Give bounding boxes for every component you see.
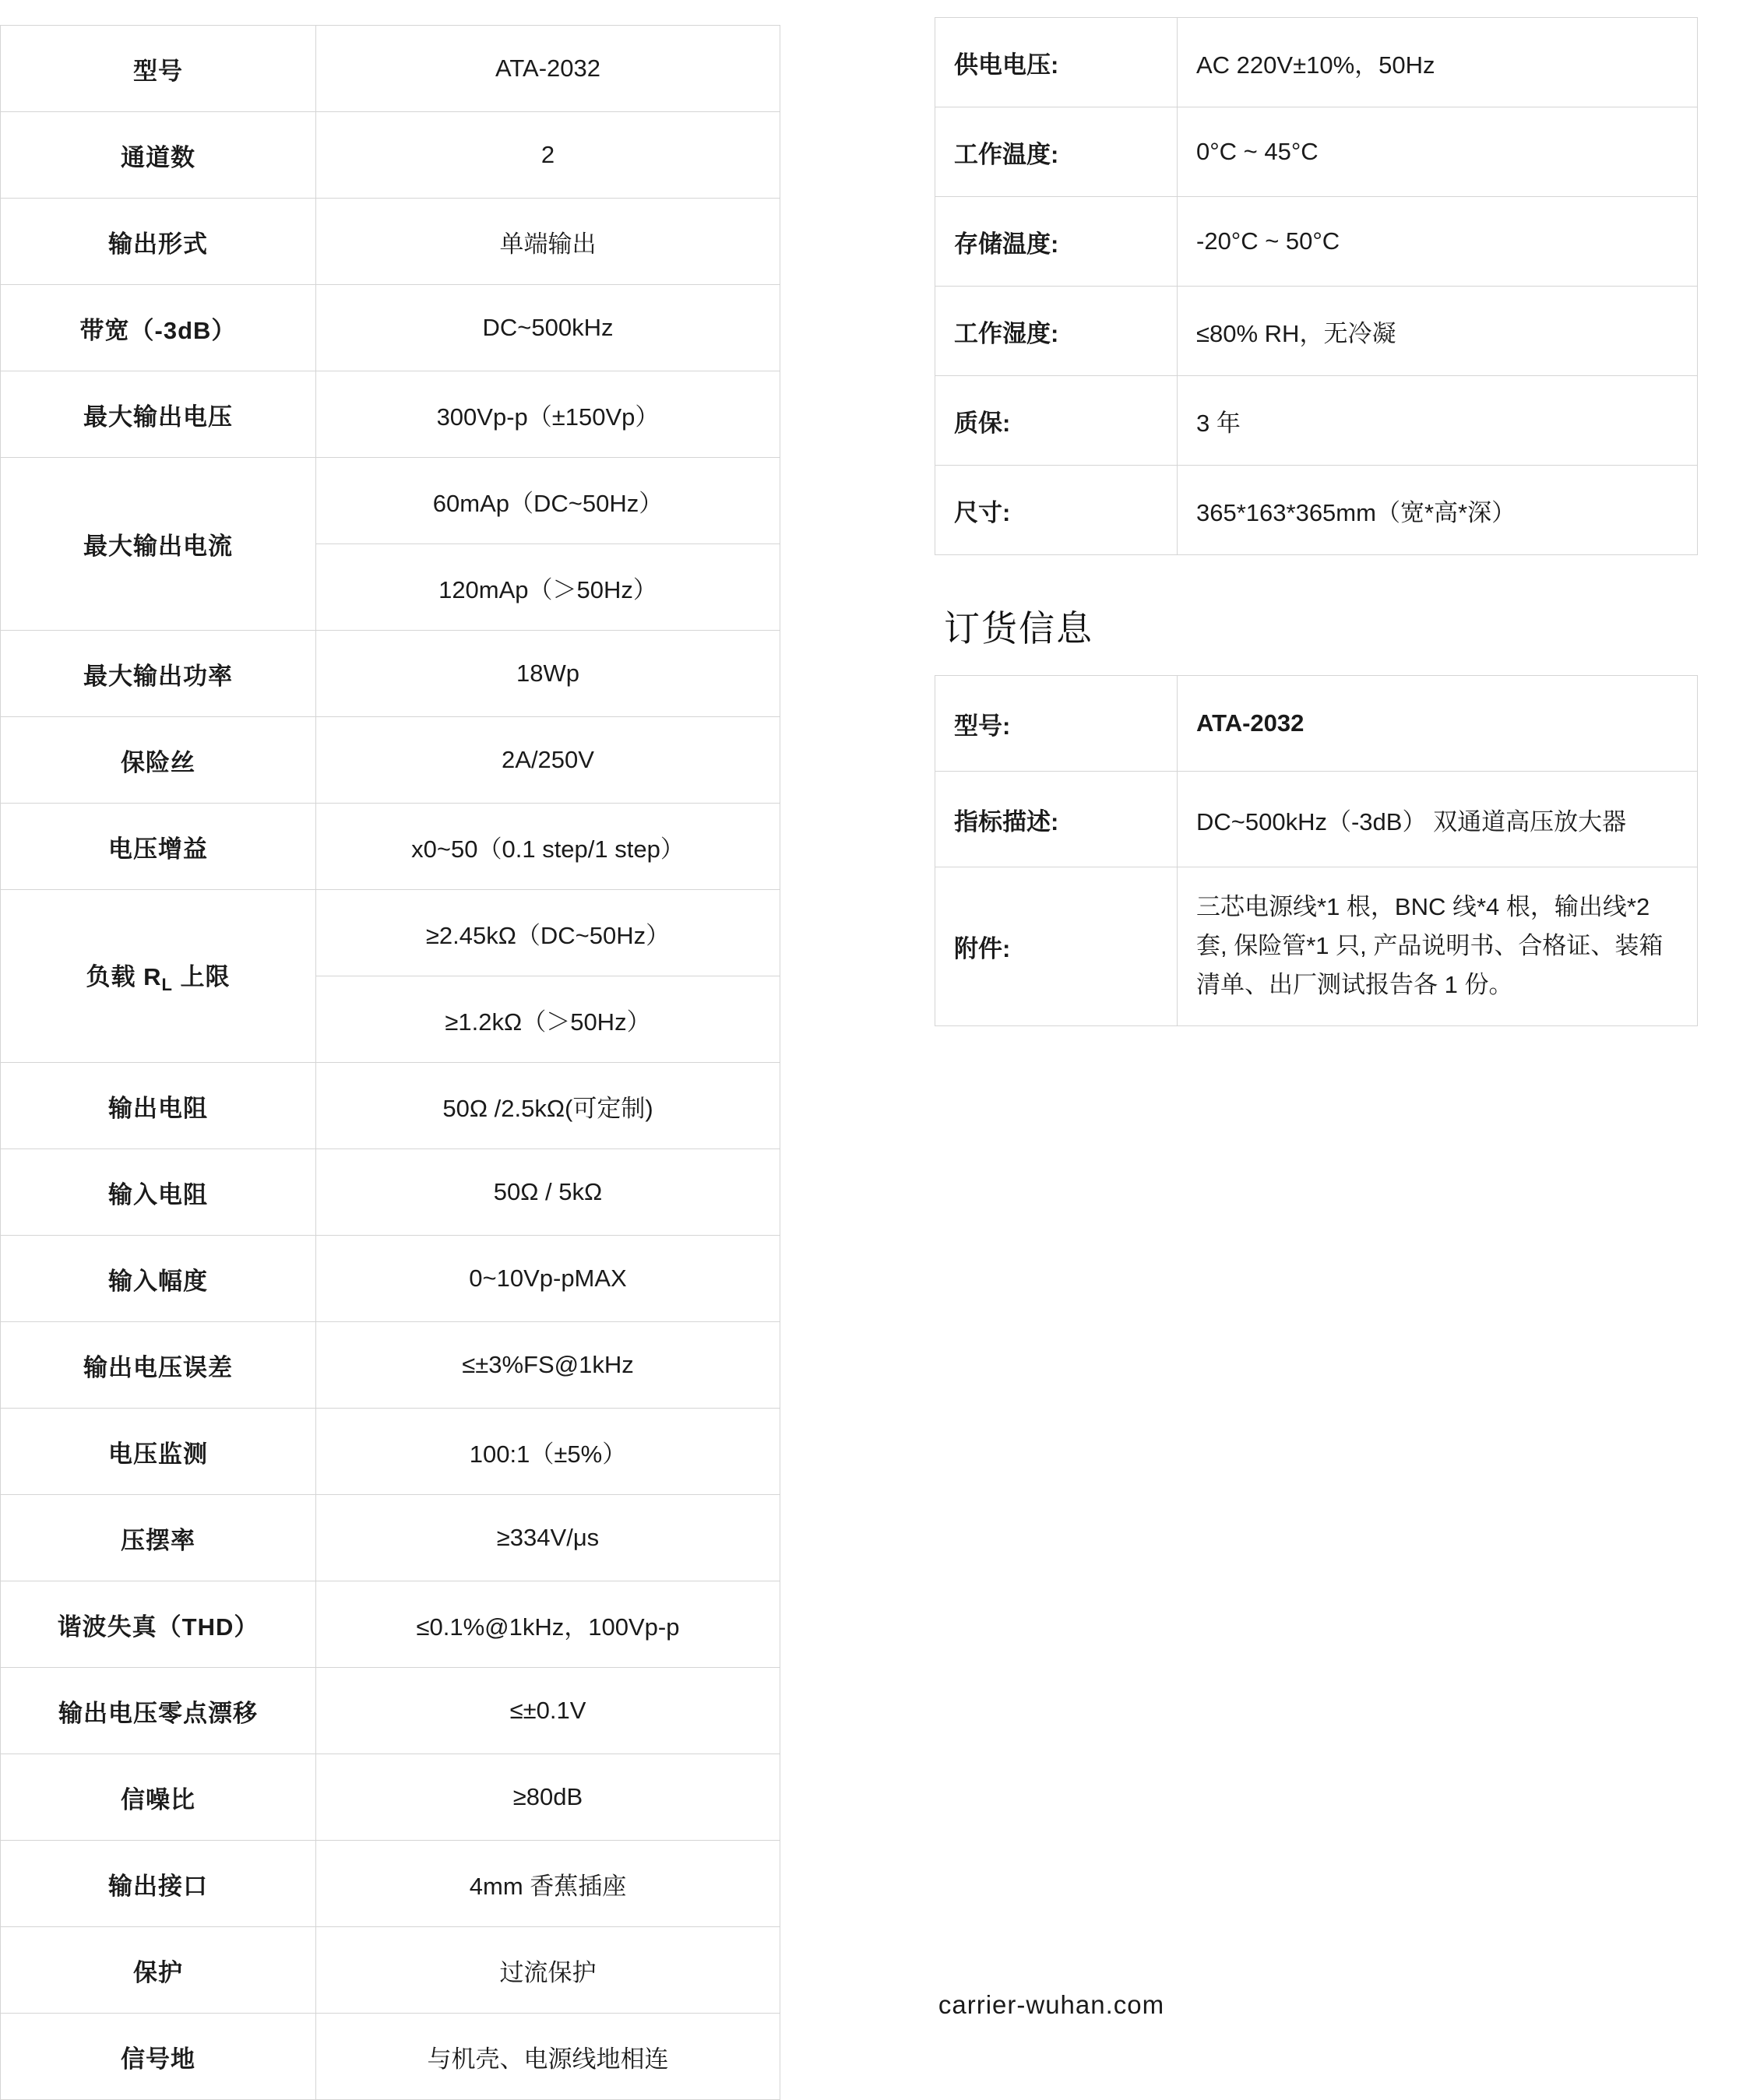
order-info-heading: 订货信息	[944, 608, 1093, 649]
spec-value: 4mm 香蕉插座	[316, 1841, 780, 1927]
spec-label: 输入幅度	[1, 1236, 316, 1322]
spec-value: ATA-2032	[316, 26, 780, 112]
table-row	[1, 1236, 780, 1322]
env-label: 工作温度:	[935, 107, 1178, 197]
spec-label: 负载 $R_L$ 上限	[1, 890, 316, 1063]
spec-value: ≥1.2kΩ（＞50Hz）	[316, 976, 780, 1063]
table-row	[1, 458, 780, 544]
order-label: 型号:	[935, 676, 1178, 772]
spec-label: 最大输出电流	[1, 458, 316, 631]
table-row	[1, 1149, 780, 1236]
spec-value: 2A/250V	[316, 717, 780, 804]
spec-value: 单端输出	[316, 199, 780, 285]
environment-table	[935, 17, 1698, 555]
spec-label: 压摆率	[1, 1495, 316, 1581]
order-info-table	[935, 675, 1698, 1026]
table-row	[1, 1063, 780, 1149]
env-value: -20°C ~ 50°C	[1178, 197, 1698, 287]
table-row	[1, 112, 780, 199]
env-label: 存储温度:	[935, 197, 1178, 287]
table-row	[1, 26, 780, 112]
order-value: DC~500kHz（-3dB） 双通道高压放大器	[1178, 772, 1698, 867]
table-row	[1, 1495, 780, 1581]
spec-label: 输出接口	[1, 1841, 316, 1927]
spec-label: 带宽（-3dB）	[1, 285, 316, 371]
env-value: 365*163*365mm（宽*高*深）	[1178, 466, 1698, 555]
spec-label: 信噪比	[1, 1754, 316, 1841]
order-label: 指标描述:	[935, 772, 1178, 867]
spec-label: 输出电阻	[1, 1063, 316, 1149]
env-label: 质保:	[935, 376, 1178, 466]
env-value: ≤80% RH，无冷凝	[1178, 287, 1698, 376]
spec-value: 50Ω /2.5kΩ(可定制)	[316, 1063, 780, 1149]
spec-value: 60mAp（DC~50Hz）	[316, 458, 780, 544]
footer-website: carrier-wuhan.com	[938, 1990, 1165, 2019]
spec-value: DC~500kHz	[316, 285, 780, 371]
spec-value: 18Wp	[316, 631, 780, 717]
env-value: AC 220V±10%，50Hz	[1178, 18, 1698, 107]
spec-label: 通道数	[1, 112, 316, 199]
table-row	[1, 1927, 780, 2014]
table-row	[1, 1754, 780, 1841]
spec-label: 输入电阻	[1, 1149, 316, 1236]
table-row	[935, 676, 1698, 772]
table-row	[935, 772, 1698, 867]
table-row	[935, 287, 1698, 376]
table-row	[1, 1581, 780, 1668]
order-value: 三芯电源线*1 根，BNC 线*4 根，输出线*2 套, 保险管*1 只, 产品说明书、合格证、装箱清单、出厂测试报告各 1 份。	[1178, 867, 1698, 1026]
table-row	[1, 199, 780, 285]
spec-label: 保险丝	[1, 717, 316, 804]
table-row	[935, 197, 1698, 287]
spec-label: 输出电压零点漂移	[1, 1668, 316, 1754]
order-label: 附件:	[935, 867, 1178, 1026]
spec-value: ≥2.45kΩ（DC~50Hz）	[316, 890, 780, 976]
spec-value: 0~10Vp-pMAX	[316, 1236, 780, 1322]
env-value: 0°C ~ 45°C	[1178, 107, 1698, 197]
table-row	[935, 18, 1698, 107]
spec-value: ≤0.1%@1kHz，100Vp-p	[316, 1581, 780, 1668]
spec-value: ≥334V/μs	[316, 1495, 780, 1581]
spec-value: 过流保护	[316, 1927, 780, 2014]
specification-table	[0, 25, 780, 2100]
table-row	[1, 285, 780, 371]
table-row	[1, 631, 780, 717]
spec-label: 最大输出功率	[1, 631, 316, 717]
spec-value: 2	[316, 112, 780, 199]
env-label: 工作湿度:	[935, 287, 1178, 376]
subscript-l: L	[161, 975, 173, 995]
table-row	[1, 1841, 780, 1927]
spec-label: 电压监测	[1, 1409, 316, 1495]
spec-label: 输出电压误差	[1, 1322, 316, 1409]
table-row	[1, 1409, 780, 1495]
table-row	[935, 107, 1698, 197]
table-row	[935, 867, 1698, 1026]
env-value: 3 年	[1178, 376, 1698, 466]
spec-label: 最大输出电压	[1, 371, 316, 458]
spec-value: 与机壳、电源线地相连	[316, 2014, 780, 2100]
spec-value: 120mAp（＞50Hz）	[316, 544, 780, 631]
table-row	[1, 1668, 780, 1754]
spec-value: 100:1（±5%）	[316, 1409, 780, 1495]
env-label: 供电电压:	[935, 18, 1178, 107]
spec-value: 300Vp-p（±150Vp）	[316, 371, 780, 458]
spec-label: 信号地	[1, 2014, 316, 2100]
table-row	[1, 371, 780, 458]
spec-value: x0~50（0.1 step/1 step）	[316, 804, 780, 890]
spec-value: 50Ω / 5kΩ	[316, 1149, 780, 1236]
table-row	[1, 890, 780, 976]
table-row	[1, 1322, 780, 1409]
spec-value: ≤±0.1V	[316, 1668, 780, 1754]
spec-value: ≤±3%FS@1kHz	[316, 1322, 780, 1409]
table-row	[935, 376, 1698, 466]
spec-label: 保护	[1, 1927, 316, 2014]
spec-label: 输出形式	[1, 199, 316, 285]
table-row	[935, 466, 1698, 555]
order-value: ATA-2032	[1178, 676, 1698, 772]
spec-label: 型号	[1, 26, 316, 112]
spec-label: 电压增益	[1, 804, 316, 890]
spec-value: ≥80dB	[316, 1754, 780, 1841]
spec-label: 谐波失真（THD）	[1, 1581, 316, 1668]
table-row	[1, 2014, 780, 2100]
table-row	[1, 804, 780, 890]
table-row	[1, 717, 780, 804]
env-label: 尺寸:	[935, 466, 1178, 555]
right-column	[935, 17, 1698, 1026]
